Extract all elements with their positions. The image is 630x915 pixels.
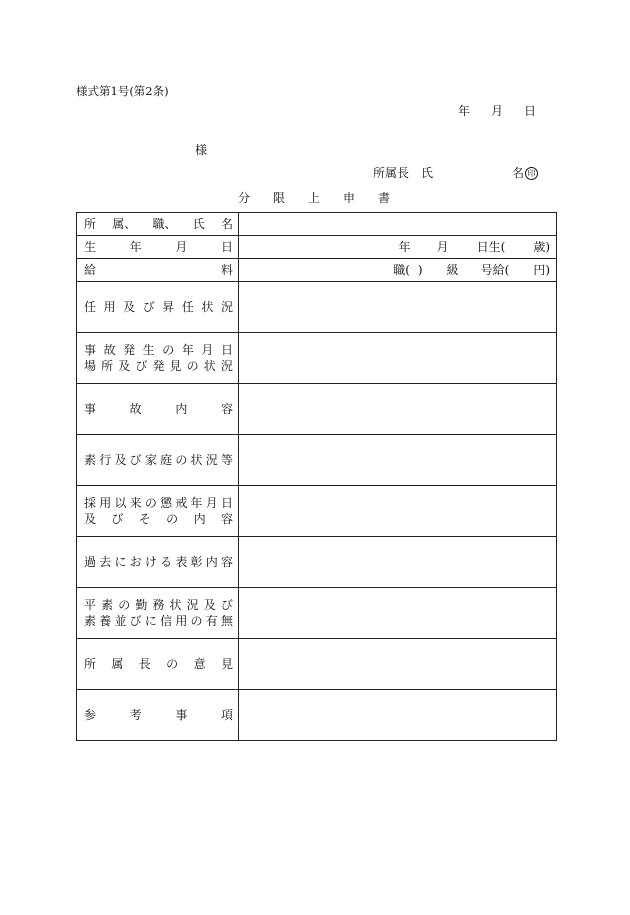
label-char: 給 [84, 263, 97, 277]
label-char: 事 [175, 708, 188, 722]
label-char: 意 [193, 657, 206, 671]
label-char: 名 [220, 217, 233, 231]
label-cell [77, 259, 239, 282]
label-char: 家 [144, 453, 157, 467]
label-line [84, 613, 233, 629]
label-char: 彰 [190, 555, 203, 569]
label-char: 所 [84, 217, 97, 231]
label-char: 月 [175, 240, 188, 254]
label-char: 表 [175, 555, 188, 569]
label-char: 氏 [192, 217, 205, 231]
label-char: 所 [101, 359, 114, 373]
label-char: 月 [205, 496, 218, 510]
salary-part: ) [417, 263, 423, 277]
value-cell[interactable] [239, 639, 557, 690]
form-number: 様式第1号(第2条) [76, 84, 169, 98]
label-char: 発 [123, 343, 136, 357]
value-cell[interactable] [239, 690, 557, 741]
label-cell [77, 690, 239, 741]
label-char: 事 [84, 402, 97, 416]
label-char: 況 [205, 453, 218, 467]
label-char: 及 [203, 598, 216, 612]
label-char: 年 [190, 496, 203, 510]
title-char: 限 [272, 191, 285, 205]
label-line [84, 554, 233, 570]
label-cell [77, 282, 239, 333]
applicant-label: 所属長 氏 [373, 166, 434, 180]
label-line [84, 656, 233, 672]
label-char: 日 [220, 343, 233, 357]
row-incident-datetime-place [77, 333, 557, 384]
row-appointment-history [77, 282, 557, 333]
label-line [84, 597, 233, 613]
title-char: 申 [342, 191, 355, 205]
label-cell [77, 537, 239, 588]
label-char: 月 [201, 343, 214, 357]
title-char: 分 [238, 191, 251, 205]
label-line [84, 216, 233, 232]
value-cell[interactable] [239, 486, 557, 537]
label-char: 職、 [152, 217, 177, 231]
label-char: 及 [118, 359, 131, 373]
birth-date-part: 月 [436, 240, 449, 254]
salary-part: 号給( [480, 263, 510, 277]
report-table [76, 212, 557, 741]
birth-date-template [245, 239, 550, 255]
date-line [458, 104, 536, 118]
label-char: 内 [175, 402, 188, 416]
label-char: の [175, 453, 188, 467]
label-char: 年 [181, 343, 194, 357]
label-cell [77, 236, 239, 259]
label-char: び [135, 359, 148, 373]
label-char: の [190, 614, 203, 628]
label-char: 用 [175, 614, 188, 628]
label-line [84, 707, 233, 723]
label-char: の [162, 343, 175, 357]
document-title [238, 191, 390, 205]
label-cell [77, 486, 239, 537]
label-char: の [166, 512, 179, 526]
label-char: 並 [114, 614, 127, 628]
label-char: 生 [142, 343, 155, 357]
label-char: 参 [84, 708, 97, 722]
salary-part: 職( [393, 263, 410, 277]
label-char: 素 [84, 453, 97, 467]
birth-date-part: 歳) [533, 240, 550, 254]
label-cell [77, 384, 239, 435]
row-conduct-family [77, 435, 557, 486]
label-char: の [166, 657, 179, 671]
label-char: び [220, 598, 233, 612]
label-char: 況 [220, 300, 233, 314]
label-char: 去 [99, 555, 112, 569]
label-char: 採 [84, 496, 97, 510]
label-char: 故 [103, 343, 116, 357]
label-char: 容 [220, 512, 233, 526]
salary-template [245, 262, 550, 278]
label-char: 養 [99, 614, 112, 628]
label-char: 状 [201, 300, 214, 314]
birth-date-part: 日生( [476, 240, 506, 254]
label-char: 長 [138, 657, 151, 671]
label-char: 況 [220, 359, 233, 373]
label-char: 日 [220, 496, 233, 510]
salary-part: 円) [533, 263, 550, 277]
value-cell[interactable] [239, 213, 557, 236]
label-char: 状 [203, 359, 216, 373]
label-char: 場 [84, 359, 97, 373]
label-char: 平 [84, 598, 97, 612]
label-char: 無 [220, 614, 233, 628]
label-line [84, 511, 233, 527]
value-cell[interactable] [239, 435, 557, 486]
label-line [84, 452, 233, 468]
value-cell[interactable] [239, 282, 557, 333]
label-char: る [160, 555, 173, 569]
label-char: の [118, 598, 131, 612]
label-char: 見 [169, 359, 182, 373]
label-line [84, 342, 233, 358]
label-line [84, 262, 233, 278]
label-char: び [129, 453, 142, 467]
label-cell [77, 639, 239, 690]
seal-mark: 印 [525, 167, 538, 180]
title-char: 上 [307, 191, 320, 205]
addressee-suffix: 様 [195, 143, 208, 157]
label-char: 庭 [160, 453, 173, 467]
row-commendations [77, 537, 557, 588]
label-char: 属 [111, 657, 124, 671]
row-work-conduct [77, 588, 557, 639]
label-char: 況 [186, 598, 199, 612]
label-line [84, 299, 233, 315]
label-char: 素 [101, 598, 114, 612]
label-char: 料 [220, 263, 233, 277]
label-char: け [144, 555, 157, 569]
label-char: そ [138, 512, 151, 526]
label-line [84, 358, 233, 374]
label-char: 有 [205, 614, 218, 628]
date-day-char: 日 [523, 104, 536, 118]
label-char: 懲 [160, 496, 173, 510]
row-supervisor-opinion [77, 639, 557, 690]
label-char: び [129, 614, 142, 628]
label-char: 行 [99, 453, 112, 467]
label-char: 及 [84, 512, 97, 526]
label-line [84, 495, 233, 511]
label-char: 及 [114, 453, 127, 467]
label-char: 戒 [175, 496, 188, 510]
label-char: 内 [205, 555, 218, 569]
row-salary [77, 259, 557, 282]
label-char: 日 [220, 240, 233, 254]
label-char: 任 [84, 300, 97, 314]
value-cell[interactable] [239, 333, 557, 384]
label-char: の [186, 359, 199, 373]
label-char: 発 [152, 359, 165, 373]
label-char: 勤 [135, 598, 148, 612]
label-char: に [114, 555, 127, 569]
label-char: 任 [181, 300, 194, 314]
row-discipline-history [77, 486, 557, 537]
label-cell [77, 333, 239, 384]
label-char: 生 [84, 240, 97, 254]
label-char: 状 [190, 453, 203, 467]
label-char: 属、 [112, 217, 137, 231]
label-char: 過 [84, 555, 97, 569]
label-char: 昇 [162, 300, 175, 314]
label-char: 素 [84, 614, 97, 628]
applicant-name-label [512, 166, 538, 180]
label-char: び [111, 512, 124, 526]
label-char: 見 [220, 657, 233, 671]
label-line [84, 239, 233, 255]
name-char: 名 [512, 166, 525, 180]
label-char: 項 [220, 708, 233, 722]
label-char: 内 [193, 512, 206, 526]
label-char: 及 [123, 300, 136, 314]
date-month-char: 月 [490, 104, 503, 118]
label-char: 用 [99, 496, 112, 510]
value-cell[interactable] [239, 384, 557, 435]
label-char: に [144, 614, 157, 628]
row-birth-date [77, 236, 557, 259]
label-char: 以 [114, 496, 127, 510]
label-char: 所 [84, 657, 97, 671]
salary-part: 級 [446, 263, 459, 277]
label-char: 考 [129, 708, 142, 722]
label-cell [77, 588, 239, 639]
label-line [84, 401, 233, 417]
label-char: 等 [220, 453, 233, 467]
label-char: 事 [84, 343, 97, 357]
value-cell[interactable] [239, 537, 557, 588]
date-year-char: 年 [458, 104, 471, 118]
value-cell[interactable] [239, 588, 557, 639]
label-char: 状 [169, 598, 182, 612]
label-char: 容 [220, 402, 233, 416]
label-cell [77, 435, 239, 486]
label-char: の [144, 496, 157, 510]
label-char: 用 [103, 300, 116, 314]
label-char: び [142, 300, 155, 314]
label-char: 年 [129, 240, 142, 254]
title-char: 書 [377, 191, 390, 205]
row-incident-details [77, 384, 557, 435]
birth-date-part: 年 [398, 240, 411, 254]
value-cell[interactable] [239, 259, 557, 282]
row-affiliation-name [77, 213, 557, 236]
row-remarks [77, 690, 557, 741]
label-char: 容 [220, 555, 233, 569]
label-char: 故 [129, 402, 142, 416]
label-char: 信 [160, 614, 173, 628]
label-char: 来 [129, 496, 142, 510]
label-char: お [129, 555, 142, 569]
value-cell[interactable] [239, 236, 557, 259]
label-char: 務 [152, 598, 165, 612]
label-cell [77, 213, 239, 236]
